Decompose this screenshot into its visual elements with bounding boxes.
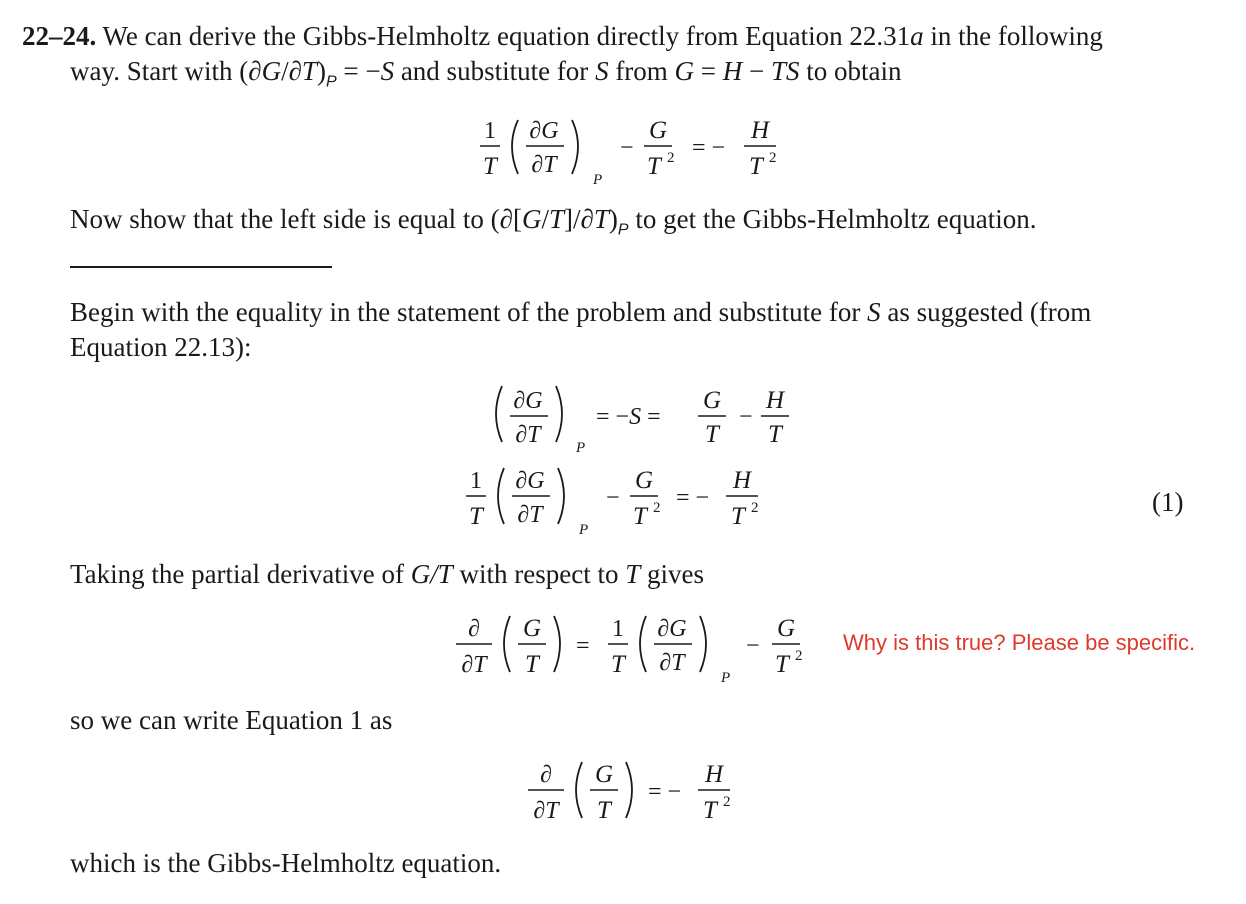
problem-line-3: Now show that the left side is equal to $(\partial[G/T]/\partial T)_P$ to get the Gibbs-Helmholtz equation. <box>70 204 1037 239</box>
svg-text:T: T <box>611 651 625 678</box>
svg-text:∂T: ∂T <box>533 798 559 824</box>
svg-text:2: 2 <box>723 794 731 810</box>
problem-equation <box>470 108 790 184</box>
svg-text:2: 2 <box>653 500 661 516</box>
svg-text:2: 2 <box>769 150 777 166</box>
svg-text:1: 1 <box>470 468 482 494</box>
red-annotation-comment: Why is this true? Please be specific. <box>843 630 1196 655</box>
svg-text:T: T <box>703 797 717 824</box>
svg-text:T: T <box>775 651 789 678</box>
svg-text:∂T: ∂T <box>515 422 541 448</box>
svg-text:H: H <box>765 387 785 414</box>
svg-text:−: − <box>746 633 760 659</box>
svg-text:G: G <box>648 117 668 144</box>
svg-text:∂T: ∂T <box>461 652 487 678</box>
svg-text:∂T: ∂T <box>659 650 685 676</box>
solution-equation-derivative <box>446 608 816 688</box>
svg-text:−: − <box>606 485 620 511</box>
svg-text:T: T <box>525 651 539 678</box>
svg-text:P: P <box>593 172 603 184</box>
svg-text:∂T: ∂T <box>531 152 557 178</box>
solution-equation-1 <box>456 460 776 538</box>
svg-text:T: T <box>705 421 719 448</box>
svg-text:P: P <box>579 522 589 538</box>
gibbs-helmholtz-equation <box>518 754 748 832</box>
svg-text:∂: ∂ <box>540 762 552 788</box>
solution-so-we-line: so we can write Equation 1 as <box>70 705 393 735</box>
svg-text:G: G <box>522 615 542 642</box>
svg-text:= −S =: = −S = <box>596 404 661 430</box>
svg-text:T: T <box>749 153 763 180</box>
svg-text:∂G: ∂G <box>513 388 543 414</box>
svg-text:P: P <box>576 440 586 456</box>
problem-number: 22–24. <box>22 21 97 51</box>
section-divider <box>70 266 332 268</box>
svg-text:−: − <box>739 404 753 430</box>
solution-begin-line-2: Equation 22.13): <box>70 332 252 362</box>
svg-text:P: P <box>721 670 731 686</box>
svg-text:T: T <box>647 153 661 180</box>
svg-text:T: T <box>469 503 483 530</box>
svg-text:∂: ∂ <box>468 616 480 642</box>
svg-text:1: 1 <box>612 616 624 642</box>
svg-text:H: H <box>750 117 770 144</box>
svg-text:=: = <box>576 633 590 659</box>
svg-text:2: 2 <box>667 150 675 166</box>
svg-text:G: G <box>634 467 654 494</box>
svg-text:T: T <box>731 503 745 530</box>
problem-line-1: 22–24. We can derive the Gibbs-Helmholtz equation directly from Equation 22.31a in the following <box>22 21 1103 51</box>
svg-text:∂G: ∂G <box>515 468 545 494</box>
svg-text:−: − <box>620 135 634 161</box>
svg-text:T: T <box>483 153 497 180</box>
svg-text:1: 1 <box>484 118 496 144</box>
svg-text:2: 2 <box>795 648 803 664</box>
svg-text:T: T <box>633 503 647 530</box>
problem-line-2: way. Start with $(\partial G/\partial T)_P = -S$ and substitute for S from G = H − TS to obtain <box>70 56 902 91</box>
equation-number: (1) <box>1152 487 1184 517</box>
svg-text:= −: = − <box>676 485 710 511</box>
svg-text:H: H <box>732 467 752 494</box>
solution-begin-line-1: Begin with the equality in the statement of the problem and substitute for S as suggested (from <box>70 297 1092 327</box>
svg-text:2: 2 <box>751 500 759 516</box>
svg-text:G: G <box>702 387 722 414</box>
svg-text:= −: = − <box>692 135 726 161</box>
svg-text:T: T <box>768 421 782 448</box>
svg-text:∂G: ∂G <box>529 118 559 144</box>
svg-text:G: G <box>776 615 796 642</box>
svg-text:H: H <box>704 761 724 788</box>
solution-taking-line: Taking the partial derivative of G/T with respect to T gives <box>70 559 705 589</box>
svg-text:= −: = − <box>648 779 682 805</box>
solution-equation-a <box>490 380 810 460</box>
svg-text:G: G <box>594 761 614 788</box>
svg-text:∂T: ∂T <box>517 502 543 528</box>
svg-text:∂G: ∂G <box>657 616 687 642</box>
svg-text:T: T <box>597 797 611 824</box>
solution-conclusion: which is the Gibbs-Helmholtz equation. <box>70 848 502 878</box>
